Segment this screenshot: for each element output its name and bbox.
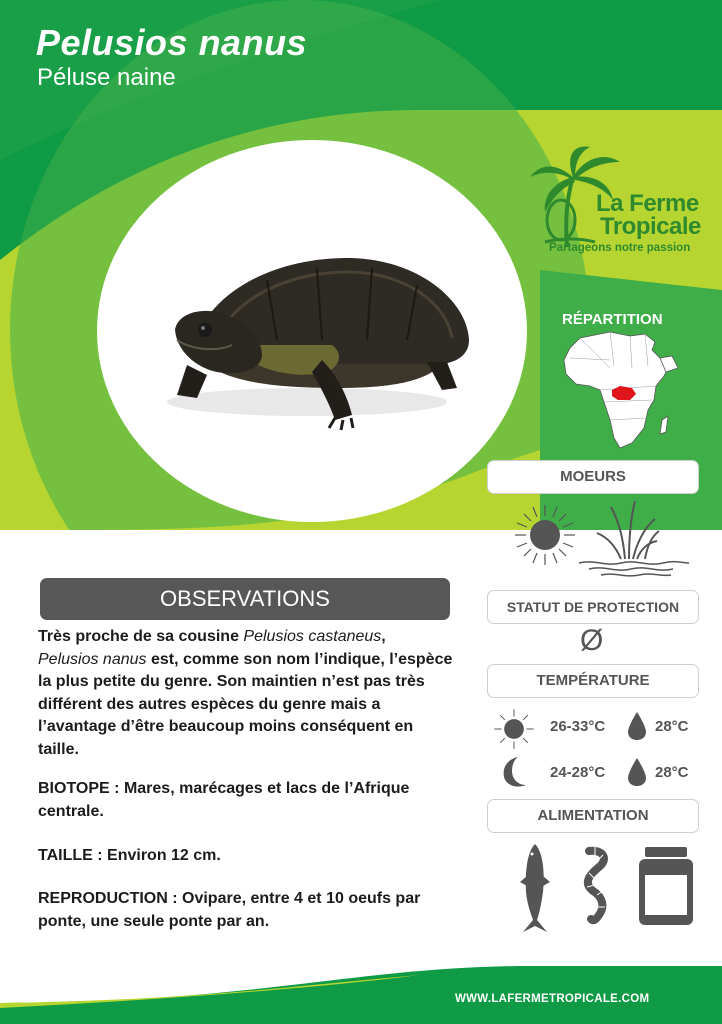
night-air-temp: 24-28°C xyxy=(550,764,606,781)
logo-text-line1: La Ferme xyxy=(596,190,699,217)
statut-pill: STATUT DE PROTECTION xyxy=(487,590,699,624)
turtle-photo xyxy=(97,140,527,522)
sun-icon xyxy=(513,503,577,567)
fish-icon xyxy=(517,842,553,934)
taille-text: Environ 12 cm. xyxy=(102,847,221,864)
reproduction-text: Ovipare, entre 4 et 10 oeufs par ponte, une seule ponte par an. xyxy=(38,890,421,930)
species-name-2: Pelusios nanus xyxy=(38,650,147,668)
worm-icon xyxy=(575,845,615,925)
day-sun-icon xyxy=(493,708,535,750)
observations-header: OBSERVATIONS xyxy=(40,578,450,620)
marsh-icon xyxy=(575,497,693,579)
intro-text-3: est, comme son nom l’indique, l’espèce la plus petite du genre. Son maintien n’est pas très différent des autres espèces du genre mais a l’avantage d’être beaucoup moins conséquent en taille. xyxy=(38,650,453,758)
biotope-paragraph xyxy=(38,778,458,823)
intro-text-2: , xyxy=(381,628,386,645)
observations-intro xyxy=(38,626,458,761)
moon-icon xyxy=(500,755,532,789)
taille-paragraph xyxy=(38,845,458,868)
night-water-temp: 28°C xyxy=(655,764,689,781)
day-water-temp: 28°C xyxy=(655,718,689,735)
species-name-1: Pelusios castaneus xyxy=(243,628,382,645)
water-drop-icon xyxy=(626,710,648,742)
alimentation-pill: ALIMENTATION xyxy=(487,799,699,833)
website-link[interactable]: WWW.LAFERMETROPICALE.COM xyxy=(455,993,650,1005)
logo-text-line2: Tropicale xyxy=(600,213,701,240)
water-drop-night-icon xyxy=(626,756,648,788)
empty-set-icon: Ø xyxy=(580,624,604,657)
reproduction-paragraph xyxy=(38,888,458,933)
intro-text-1: Très proche de sa cousine xyxy=(38,628,244,645)
taille-label: TAILLE : xyxy=(38,847,103,864)
africa-map-icon xyxy=(560,328,680,453)
biotope-text: Mares, marécages et lacs de l’Afrique centrale. xyxy=(38,780,410,820)
day-air-temp: 26-33°C xyxy=(550,718,606,735)
repartition-title: RÉPARTITION xyxy=(562,311,663,328)
logo-tagline: Partageons notre passion xyxy=(549,242,691,254)
scientific-name: Pelusios nanus xyxy=(36,22,308,63)
moeurs-pill: MOEURS xyxy=(487,460,699,494)
temperature-pill: TEMPÉRATURE xyxy=(487,664,699,698)
biotope-label: BIOTOPE : xyxy=(38,780,120,797)
common-name: Péluse naine xyxy=(37,64,176,91)
reproduction-label: REPRODUCTION : xyxy=(38,890,178,907)
food-jar-icon xyxy=(637,845,695,927)
